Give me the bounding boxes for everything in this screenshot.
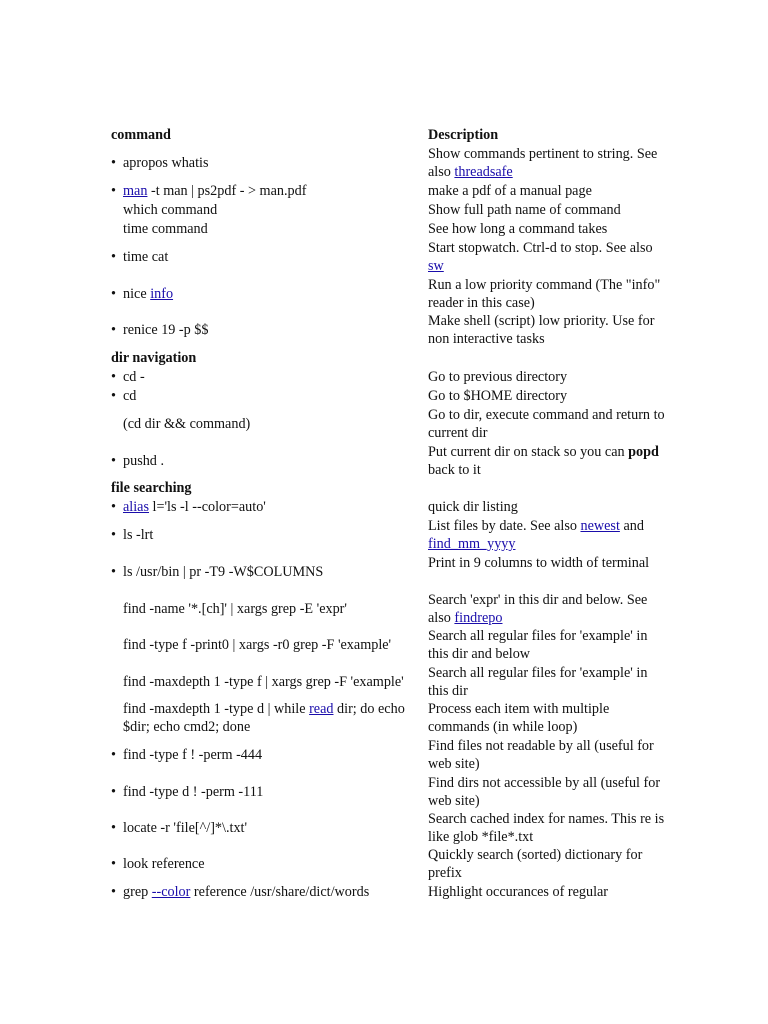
description-column-header: Description xyxy=(428,127,499,143)
command-cd: cd xyxy=(123,388,137,404)
description-cd: Go to $HOME directory xyxy=(428,388,568,404)
command-find-print0: find -type f -print0 | xargs -r0 grep -F 'example' xyxy=(123,637,392,653)
command-ls-lrt: ls -lrt xyxy=(123,527,154,543)
description-find-name xyxy=(428,591,668,627)
section-dir-navigation: dir navigation xyxy=(111,350,197,366)
description-pushd xyxy=(428,443,668,479)
bullet: • xyxy=(111,527,116,543)
description-ls-pr: Print in 9 columns to width of terminal xyxy=(428,555,650,571)
description-text: Show commands pertinent to string. See also xyxy=(428,146,658,180)
link-read[interactable]: read xyxy=(309,701,334,717)
description-apropos xyxy=(428,145,668,181)
command-pushd: pushd . xyxy=(123,453,164,469)
command-find-maxdepth-d-line2: $dir; echo cmd2; done xyxy=(123,719,251,735)
link-alias[interactable]: alias xyxy=(123,499,149,515)
link-man[interactable]: man xyxy=(123,183,148,199)
bullet: • xyxy=(111,784,116,800)
bullet: • xyxy=(111,183,116,199)
command-text: l='ls -l --color=auto' xyxy=(149,499,266,515)
command-ls-pr: ls /usr/bin | pr -T9 -W$COLUMNS xyxy=(123,564,324,580)
bullet: • xyxy=(111,564,116,580)
section-file-searching: file searching xyxy=(111,480,192,496)
command-find-perm-444: find -type f ! -perm -444 xyxy=(123,747,263,763)
link-color[interactable]: --color xyxy=(151,884,191,900)
description-nice: Run a low priority command (The "info" reader in this case) xyxy=(428,277,661,311)
description-time: See how long a command takes xyxy=(428,221,608,237)
description-text: Search 'expr' in this dir and below. See also xyxy=(428,592,648,626)
description-find-perm-444: Find files not readable by all (useful for web site) xyxy=(428,738,654,772)
description-find-print0: Search all regular files for 'example' in this dir and below xyxy=(428,628,648,662)
description-text: Start stopwatch. Ctrl-d to stop. See also xyxy=(428,240,653,256)
command-text: grep xyxy=(123,884,152,900)
link-findrepo[interactable]: findrepo xyxy=(454,610,503,626)
command-find-maxdepth-f: find -maxdepth 1 -type f | xargs grep -F 'example' xyxy=(123,674,404,690)
bullet: • xyxy=(111,369,116,385)
command-look: look reference xyxy=(123,856,205,872)
command-nice xyxy=(123,285,173,303)
command-cd-dash: cd - xyxy=(123,369,145,385)
bullet: • xyxy=(111,286,116,302)
link-threadsafe[interactable]: threadsafe xyxy=(454,164,513,180)
description-renice: Make shell (script) low priority. Use for non interactive tasks xyxy=(428,313,655,347)
description-locate: Search cached index for names. This re is like glob *file*.txt xyxy=(428,811,665,845)
description-which: Show full path name of command xyxy=(428,202,621,218)
bullet: • xyxy=(111,747,116,763)
bullet: • xyxy=(111,856,116,872)
description-cd-subshell: Go to dir, execute command and return to current dir xyxy=(428,407,665,441)
description-cd-dash: Go to previous directory xyxy=(428,369,568,385)
description-text: List files by date. See also xyxy=(428,518,581,534)
description-ls-lrt xyxy=(428,517,668,553)
command-which: which command xyxy=(123,202,218,218)
command-column-header: command xyxy=(111,127,171,143)
link-find-mm-yyyy[interactable]: find_mm_yyyy xyxy=(428,536,516,552)
command-locate: locate -r 'file[^/]*\.txt' xyxy=(123,820,248,836)
command-text: dir; do echo xyxy=(333,701,405,717)
description-text: back to it xyxy=(428,462,481,478)
command-time: time command xyxy=(123,221,208,237)
bullet: • xyxy=(111,249,116,265)
command-man xyxy=(123,182,306,200)
command-renice: renice 19 -p $$ xyxy=(123,322,209,338)
bullet: • xyxy=(111,322,116,338)
description-find-perm-111: Find dirs not accessible by all (useful for web site) xyxy=(428,775,661,809)
description-grep-color: Highlight occurances of regular xyxy=(428,884,609,900)
command-find-name: find -name '*.[ch]' | xargs grep -E 'expr' xyxy=(123,601,347,617)
description-man: make a pdf of a manual page xyxy=(428,183,592,199)
link-info[interactable]: info xyxy=(150,286,174,302)
bullet: • xyxy=(111,499,116,515)
bullet: • xyxy=(111,884,116,900)
link-newest[interactable]: newest xyxy=(580,518,620,534)
description-find-maxdepth-f: Search all regular files for 'example' in this dir xyxy=(428,665,648,699)
command-grep-color xyxy=(123,883,369,901)
command-text: -t man | ps2pdf - > man.pdf xyxy=(147,183,307,199)
description-time-cat xyxy=(428,239,668,275)
description-text: and xyxy=(619,518,644,534)
bullet: • xyxy=(111,155,116,171)
description-alias: quick dir listing xyxy=(428,499,518,515)
popd-bold-text: popd xyxy=(628,444,659,460)
command-apropos: apropos whatis xyxy=(123,155,209,171)
link-sw[interactable]: sw xyxy=(428,258,444,274)
bullet: • xyxy=(111,453,116,469)
command-text: nice xyxy=(123,286,151,302)
command-cd-subshell: (cd dir && command) xyxy=(123,416,251,432)
bullet: • xyxy=(111,820,116,836)
description-text: Put current dir on stack so you can xyxy=(428,444,629,460)
command-time-cat: time cat xyxy=(123,249,169,265)
command-find-maxdepth-d xyxy=(123,700,405,718)
bullet: • xyxy=(111,388,116,404)
description-look: Quickly search (sorted) dictionary for prefix xyxy=(428,847,643,881)
command-text: reference /usr/share/dict/words xyxy=(190,884,370,900)
command-text: find -maxdepth 1 -type d | while xyxy=(123,701,310,717)
command-find-perm-111: find -type d ! -perm -111 xyxy=(123,784,264,800)
description-find-maxdepth-d: Process each item with multiple commands (in while loop) xyxy=(428,701,610,735)
command-alias xyxy=(123,498,266,516)
